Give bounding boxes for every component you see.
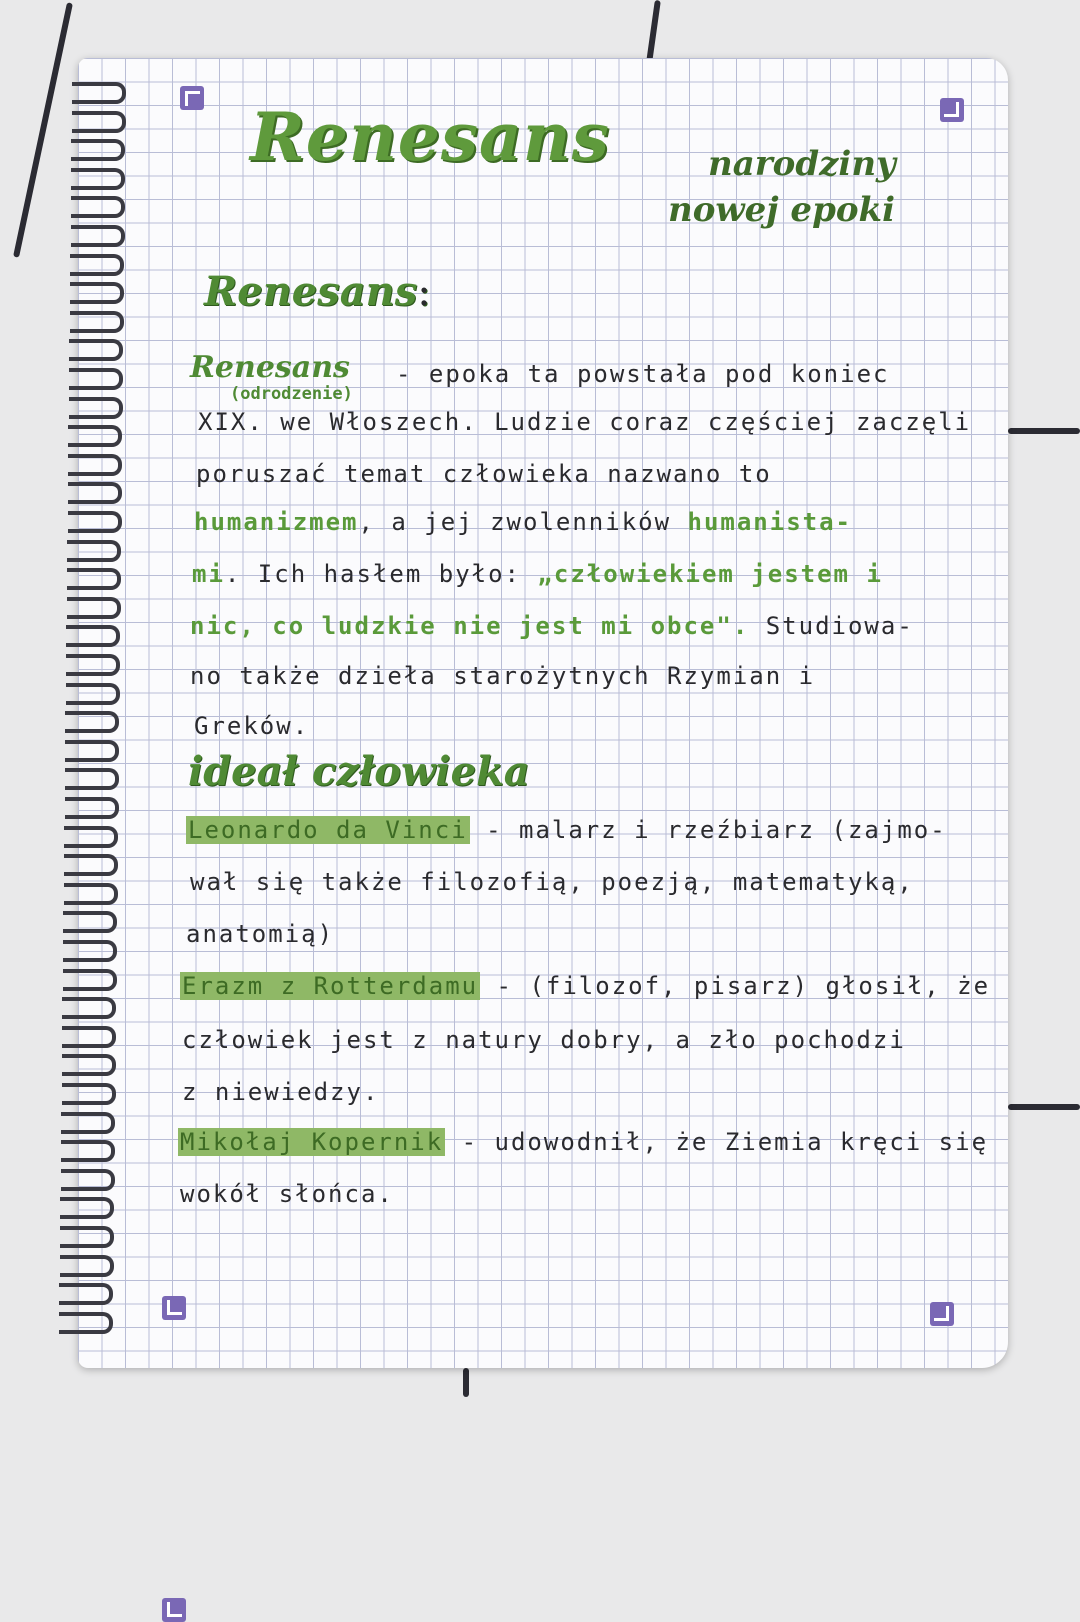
spiral-ring	[68, 511, 122, 533]
spiral-ring	[60, 1226, 114, 1248]
page-title: Renesans	[250, 98, 610, 176]
highlight-leonardo: Leonardo da Vinci	[188, 816, 468, 844]
spiral-ring	[65, 740, 119, 762]
erazm-line-3: z niewiedzy.	[182, 1078, 380, 1106]
erazm-line-1: Erazm z Rotterdamu - (filozof, pisarz) głosił, że	[182, 972, 991, 1000]
text-line-6: nic, co ludzkie nie jest mi obce". Studiowa-	[190, 612, 914, 640]
term-renesans: Renesans	[190, 350, 350, 385]
term-note: (odrodzenie)	[230, 384, 353, 404]
text-line-5: mi. Ich hasłem było: „człowiekiem jestem i	[192, 560, 883, 588]
background-line	[13, 2, 73, 258]
spiral-ring	[63, 940, 117, 962]
spiral-ring	[64, 883, 118, 905]
corner-marker-icon	[162, 1598, 186, 1622]
spiral-ring	[67, 540, 121, 562]
spiral-ring	[66, 625, 120, 647]
spiral-ring	[61, 1140, 115, 1162]
spiral-ring	[64, 826, 118, 848]
page-subtitle-line2: nowej epoki	[668, 190, 895, 230]
spiral-ring	[62, 1026, 116, 1048]
spiral-ring	[66, 683, 120, 705]
highlight-kopernik: Mikołaj Kopernik	[180, 1128, 444, 1156]
background-line	[463, 1368, 469, 1397]
spiral-ring	[68, 425, 122, 447]
background-line	[1008, 428, 1080, 434]
spiral-ring	[71, 196, 125, 218]
text-line-8: Greków.	[194, 712, 310, 740]
spiral-ring	[67, 568, 121, 590]
text-line-3: poruszać temat człowieka nazwano to	[196, 460, 772, 488]
highlight-erazm: Erazm z Rotterdamu	[182, 972, 479, 1000]
spiral-ring	[70, 282, 124, 304]
section-heading-ideal: ideał człowieka	[188, 748, 530, 795]
spiral-ring	[65, 711, 119, 733]
spiral-ring	[71, 225, 125, 247]
spiral-ring	[63, 911, 117, 933]
kopernik-line-1: Mikołaj Kopernik - udowodnił, że Ziemia kręci się	[180, 1128, 989, 1156]
corner-marker-icon	[930, 1302, 954, 1326]
spiral-ring	[67, 597, 121, 619]
spiral-ring	[59, 1283, 113, 1305]
spiral-ring	[63, 969, 117, 991]
corner-marker-icon	[162, 1296, 186, 1320]
spiral-ring	[60, 1197, 114, 1219]
spiral-ring	[61, 1112, 115, 1134]
page-subtitle-line1: narodziny	[708, 144, 896, 184]
spiral-ring	[70, 311, 124, 333]
spiral-ring	[71, 139, 125, 161]
section-heading-renesans: Renesans:	[204, 268, 431, 315]
corner-marker-icon	[940, 98, 964, 122]
spiral-ring	[68, 482, 122, 504]
spiral-ring	[64, 854, 118, 876]
spiral-ring	[62, 1054, 116, 1076]
spiral-ring	[69, 397, 123, 419]
term-humanisci: humanista-	[687, 508, 852, 536]
spiral-ring	[62, 1083, 116, 1105]
spiral-ring	[69, 368, 123, 390]
spiral-ring	[65, 797, 119, 819]
term-humanizm: humanizmem	[194, 508, 359, 536]
leonardo-line-2: wał się także filozofią, poezją, matematyką,	[190, 868, 914, 896]
spiral-ring	[62, 997, 116, 1019]
spiral-ring	[72, 111, 126, 133]
text-line-2: XIX. we Włoszech. Ludzie coraz częściej zaczęli	[198, 408, 972, 436]
notebook-page	[78, 58, 1008, 1368]
spiral-ring	[66, 654, 120, 676]
background-line	[1008, 1104, 1080, 1110]
leonardo-line-3: anatomią)	[186, 920, 335, 948]
spiral-ring	[61, 1169, 115, 1191]
spiral-ring	[60, 1255, 114, 1277]
spiral-ring	[68, 454, 122, 476]
text-line-7: no także dzieła starożytnych Rzymian i	[190, 662, 816, 690]
spiral-ring	[71, 168, 125, 190]
text-line-1: - epoka ta powstała pod koniec	[396, 360, 890, 388]
leonardo-line-1: Leonardo da Vinci - malarz i rzeźbiarz (zajmo-	[188, 816, 947, 844]
text-line-4: humanizmem, a jej zwolenników humanista-	[194, 508, 852, 536]
spiral-ring	[59, 1312, 113, 1334]
motto-line1: „człowiekiem jestem i	[537, 560, 883, 588]
spiral-ring	[65, 768, 119, 790]
erazm-line-2: człowiek jest z natury dobry, a zło pochodzi	[182, 1026, 906, 1054]
spiral-ring	[72, 82, 126, 104]
spiral-ring	[70, 254, 124, 276]
motto-line2: nic, co ludzkie nie jest mi obce".	[190, 612, 750, 640]
corner-marker-icon	[180, 86, 204, 110]
spiral-ring	[69, 339, 123, 361]
kopernik-line-2: wokół słońca.	[180, 1180, 394, 1208]
